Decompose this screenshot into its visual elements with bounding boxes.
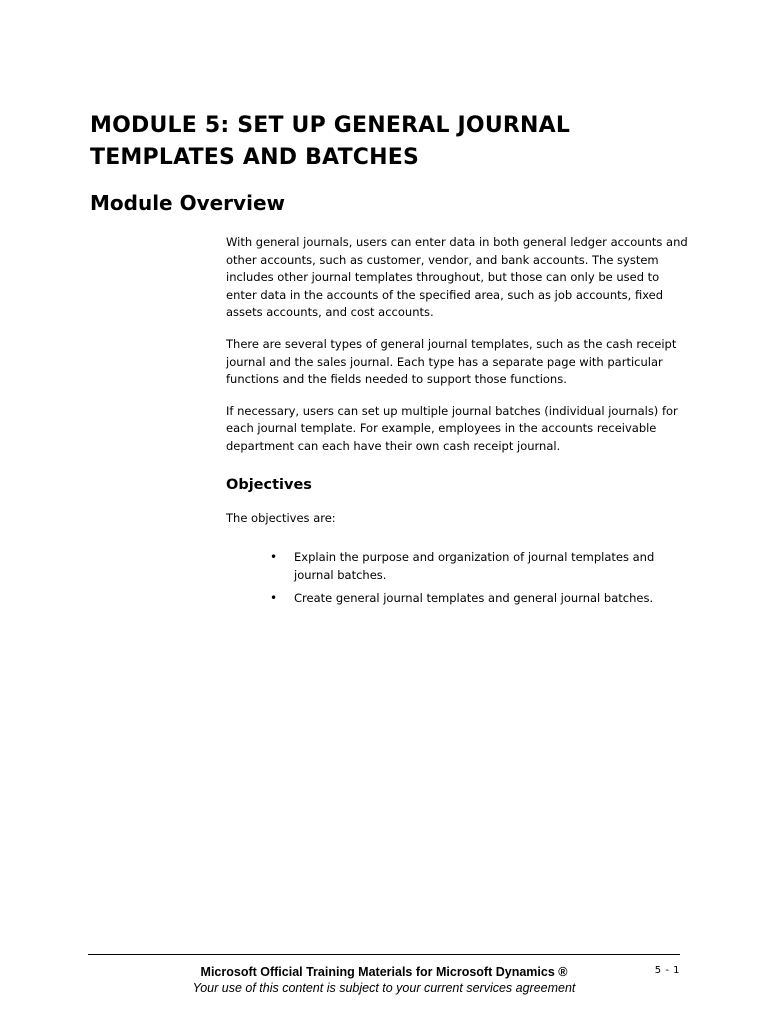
list-item xyxy=(270,549,690,584)
module-title: MODULE 5: SET UP GENERAL JOURNAL TEMPLATES AND BATCHES xyxy=(90,113,571,170)
footer-title: Microsoft Official Training Materials for Microsoft Dynamics ® xyxy=(200,965,568,979)
footer-divider xyxy=(88,954,680,955)
list-item xyxy=(270,590,690,608)
objectives-list xyxy=(226,549,690,608)
list-item-text: Explain the purpose and organization of journal templates and journal batches. xyxy=(294,550,655,582)
list-item-text: Create general journal templates and general journal batches. xyxy=(294,591,654,606)
section-title: Module Overview xyxy=(90,191,285,215)
bullet-icon: • xyxy=(270,550,278,565)
objectives-intro: The objectives are: xyxy=(226,510,336,525)
objectives-heading: Objectives xyxy=(226,476,312,493)
body-content xyxy=(226,234,690,614)
paragraph: If necessary, users can set up multiple journal batches (individual journals) for each journal template. For example, employees in the accounts receivable department can each have their own cash receipt journal. xyxy=(226,403,678,453)
footer-notice: Your use of this content is subject to your current services agreement xyxy=(192,981,576,995)
paragraph: With general journals, users can enter data in both general ledger accounts and other accounts, such as customer, vendor, and bank accounts. The system includes other journal templates throughout, but those can only be used to enter data in the accounts of the specified area, such as job accounts, fixed assets accounts, and cost accounts. xyxy=(226,235,688,320)
page-number: 5 - 1 xyxy=(654,965,680,976)
bullet-icon: • xyxy=(270,591,278,606)
paragraph: There are several types of general journal templates, such as the cash receipt journal and the sales journal. Each type has a separate page with particular functions and the fields needed to support those functions. xyxy=(226,336,677,387)
